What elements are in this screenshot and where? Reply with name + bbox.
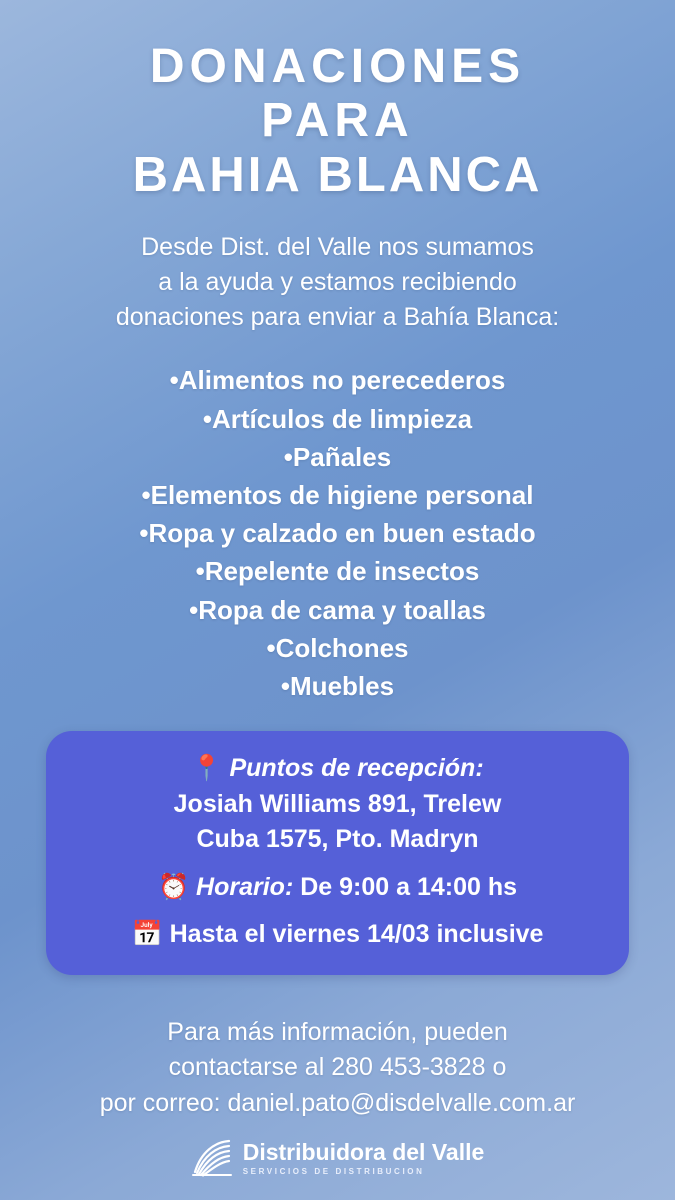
logo-text-block — [242, 1138, 485, 1176]
list-item: •Muebles — [280, 671, 395, 702]
list-item: •Ropa y calzado en buen estado — [139, 518, 536, 549]
brand-name: Distribuidora del Valle — [242, 1138, 485, 1165]
reception-heading-row — [62, 751, 613, 787]
intro-paragraph — [116, 230, 559, 335]
reception-address-2: Cuba 1575, Pto. Madryn — [196, 825, 479, 854]
list-item: •Colchones — [266, 632, 409, 663]
contact-line-1: Para más información, pueden — [167, 1017, 508, 1046]
list-item: •Repelente de insectos — [195, 556, 480, 587]
title-line-1: DONACIONES — [149, 40, 526, 93]
clock-icon: ⏰ — [157, 872, 190, 901]
brand-tagline: SERVICIOS DE DISTRIBUCION — [242, 1166, 425, 1176]
fan-logo-icon — [191, 1138, 233, 1178]
title-line-2: PARA — [261, 93, 414, 147]
schedule-row — [62, 870, 613, 906]
list-item: •Ropa de cama y toallas — [189, 594, 486, 625]
intro-line-1: Desde Dist. del Valle nos sumamos — [141, 233, 534, 262]
pin-icon: 📍 — [191, 754, 223, 783]
contact-line-2: contactarse al 280 453-3828 o — [168, 1053, 507, 1082]
reception-address-1: Josiah Williams 891, Trelew — [173, 789, 502, 818]
deadline-text: Hasta el viernes 14/03 inclusive — [169, 920, 544, 949]
list-item: •Elementos de higiene personal — [141, 480, 534, 511]
intro-line-2: a la ayuda y estamos recibiendo — [158, 268, 517, 297]
schedule-label: Horario: — [196, 872, 294, 901]
reception-heading: Puntos de recepción: — [229, 754, 484, 783]
donation-items-list — [139, 361, 535, 705]
contact-paragraph — [100, 1015, 576, 1122]
intro-line-3: donaciones para enviar a Bahía Blanca: — [115, 303, 560, 332]
contact-line-3: por correo: daniel.pato@disdelvalle.com.ar — [99, 1088, 576, 1117]
list-item: •Alimentos no perecederos — [169, 365, 506, 396]
title-line-3: BAHIA BLANCA — [132, 147, 543, 202]
list-item: •Artículos de limpieza — [202, 403, 473, 434]
calendar-icon: 📅 — [131, 920, 163, 949]
schedule-value: De 9:00 a 14:00 hs — [300, 872, 518, 901]
reception-info-box — [46, 731, 629, 975]
deadline-row — [62, 917, 613, 953]
list-item: •Pañales — [283, 441, 392, 472]
page-title — [133, 40, 543, 202]
footer-logo — [191, 1138, 485, 1178]
